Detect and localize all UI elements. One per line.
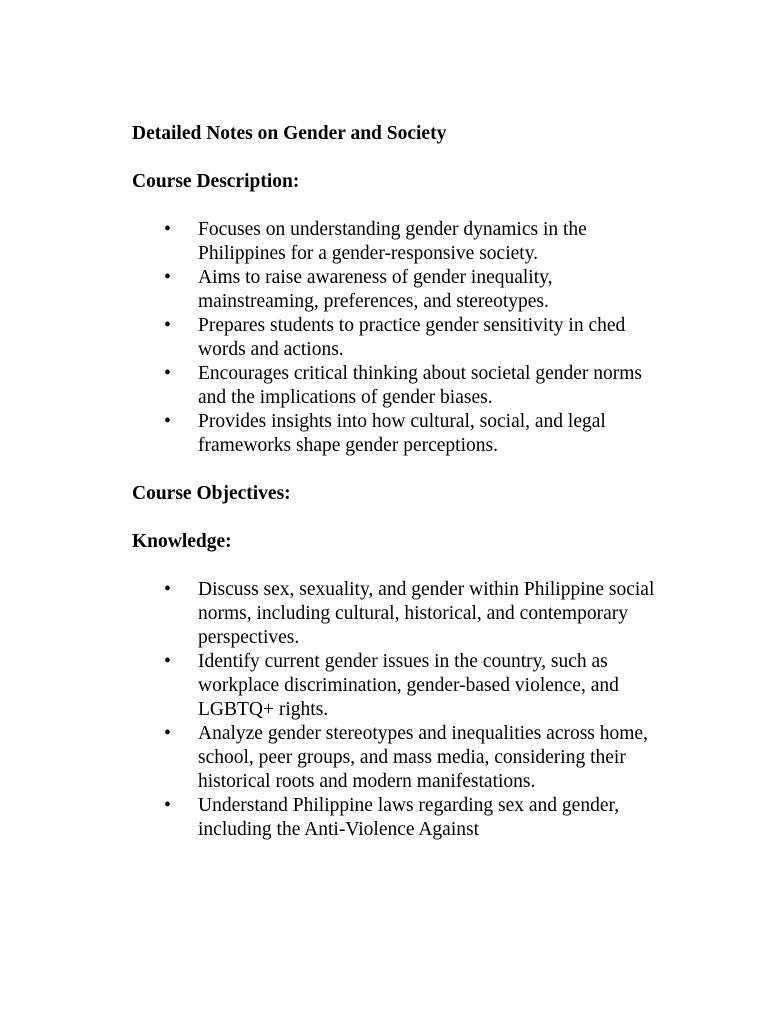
bullet-icon: • [164,795,171,816]
spacer [132,146,692,170]
course-objectives-heading: Course Objectives: [132,483,291,504]
bullet-icon: • [164,363,171,384]
list-item-text: Discuss sex, sexuality, and gender within Philippine social norms, including cultural, historical, and contemporary perspectives. [198,579,655,648]
list-item [132,578,658,650]
spacer [132,458,692,482]
list-item [132,218,658,266]
bullet-icon: • [164,579,171,600]
list-item [132,650,658,722]
document-title: Detailed Notes on Gender and Society [132,123,447,144]
bullet-icon: • [164,651,171,672]
list-item [132,362,658,410]
bullet-icon: • [164,723,171,744]
list-item-text: Prepares students to practice gender sensitivity in ched words and actions. [198,315,626,360]
list-item [132,314,658,362]
list-item-text: Understand Philippine laws regarding sex and gender, including the Anti-Violence Against [198,795,620,840]
document-page [132,122,692,842]
list-item [132,794,658,842]
bullet-icon: • [164,315,171,336]
list-item [132,410,658,458]
course-description-heading: Course Description: [132,171,300,192]
spacer [132,506,692,530]
list-item-text: Analyze gender stereotypes and inequalities across home, school, peer groups, and mass media, considering their historical roots and modern manifestations. [198,723,648,792]
course-description-list [132,218,692,458]
knowledge-heading: Knowledge: [132,531,232,552]
list-item-text: Aims to raise awareness of gender inequality, mainstreaming, preferences, and stereotypes. [198,267,553,312]
list-item-text: Provides insights into how cultural, social, and legal frameworks shape gender perceptions. [198,411,606,456]
list-item-text: Focuses on understanding gender dynamics in the Philippines for a gender-responsive society. [198,219,587,264]
spacer [132,554,692,578]
list-item [132,266,658,314]
bullet-icon: • [164,219,171,240]
knowledge-list [132,578,692,842]
spacer [132,194,692,218]
bullet-icon: • [164,411,171,432]
list-item [132,722,658,794]
list-item-text: Encourages critical thinking about societal gender norms and the implications of gender biases. [198,363,643,408]
bullet-icon: • [164,267,171,288]
list-item-text: Identify current gender issues in the country, such as workplace discrimination, gender-based violence, and LGBTQ+ rights. [198,651,619,720]
